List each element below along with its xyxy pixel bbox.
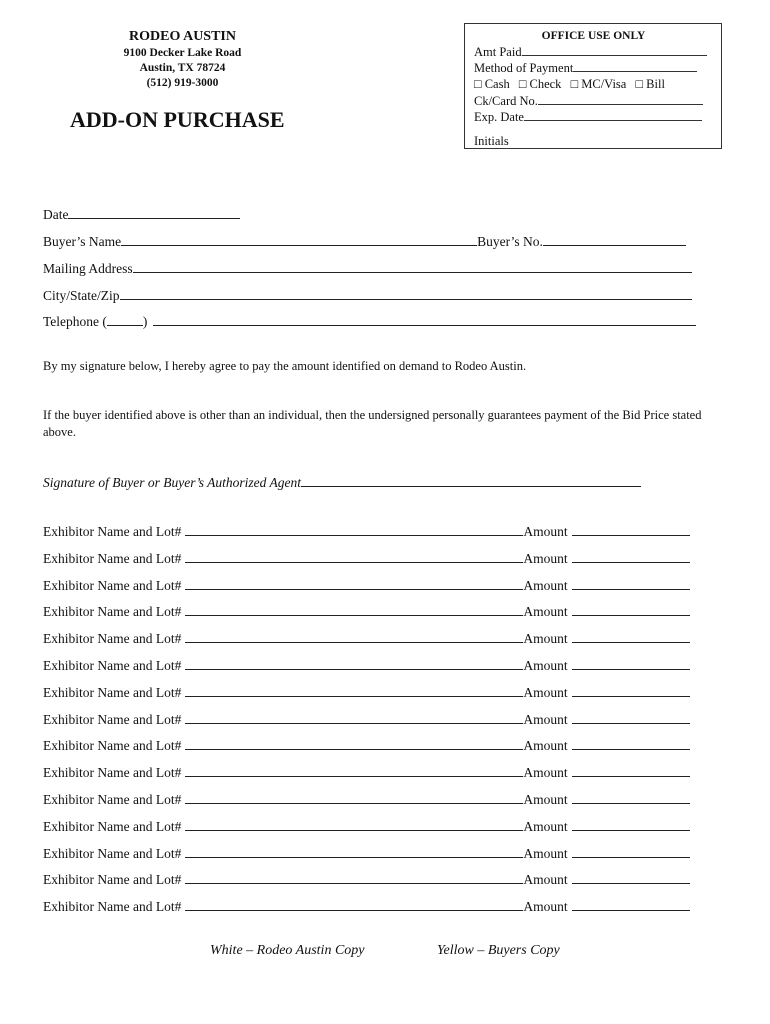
- exhibitor-row: [43, 603, 690, 630]
- exhibitor-label: Exhibitor Name and Lot#: [43, 872, 182, 888]
- payment-option-label: Bill: [646, 77, 665, 92]
- exhibitor-name-lot-field[interactable]: [185, 764, 523, 777]
- checkbox-icon: □: [518, 77, 527, 92]
- amount-field[interactable]: [572, 630, 690, 643]
- city-state-zip-label: City/State/Zip: [43, 288, 120, 303]
- exhibitor-row: [43, 711, 690, 738]
- amount-field[interactable]: [572, 764, 690, 777]
- exhibitor-name-lot-field[interactable]: [185, 871, 523, 884]
- amount-label: Amount: [523, 631, 568, 647]
- exhibitor-row: [43, 898, 690, 925]
- amount-field[interactable]: [572, 791, 690, 804]
- office-use-box: [464, 23, 722, 149]
- mailing-address-field[interactable]: [133, 260, 692, 273]
- agreement-text: By my signature below, I hereby agree to pay the amount identified on demand to Rodeo Austin.: [43, 359, 527, 373]
- payment-options-row: [474, 76, 713, 92]
- amount-field[interactable]: [572, 737, 690, 750]
- amount-field[interactable]: [572, 603, 690, 616]
- yellow-copy-note: Yellow – Buyers Copy: [437, 943, 560, 958]
- guarantee-text: If the buyer identified above is other than an individual, then the undersigned personally guarantees payment of the Bid Price stated above.: [43, 408, 702, 439]
- amount-label: Amount: [523, 818, 568, 834]
- exhibitor-name-lot-field[interactable]: [185, 603, 523, 616]
- payment-option-label: Cash: [484, 77, 510, 92]
- organization-header: [80, 28, 285, 91]
- amount-label: Amount: [523, 657, 568, 673]
- exhibitor-row: [43, 791, 690, 818]
- exhibitor-row: [43, 657, 690, 684]
- card-number-label: Ck/Card No.: [474, 93, 538, 108]
- mailing-address-label: Mailing Address: [43, 261, 133, 276]
- amount-label: Amount: [523, 577, 568, 593]
- amount-field[interactable]: [572, 684, 690, 697]
- exhibitor-label: Exhibitor Name and Lot#: [43, 657, 182, 673]
- telephone-area-code-field[interactable]: [107, 313, 143, 326]
- amount-label: Amount: [523, 791, 568, 807]
- exhibitor-row: [43, 845, 690, 872]
- exhibitor-name-lot-field[interactable]: [185, 737, 523, 750]
- exhibitor-label: Exhibitor Name and Lot#: [43, 631, 182, 647]
- exhibitor-name-lot-field[interactable]: [185, 818, 523, 831]
- amt-paid-label: Amt Paid: [474, 45, 522, 59]
- buyer-name-label: Buyer’s Name: [43, 234, 122, 249]
- amount-label: Amount: [523, 604, 568, 620]
- exhibitor-row: [43, 818, 690, 845]
- signature-row: [43, 474, 641, 492]
- method-of-payment-label: Method of Payment: [474, 61, 574, 76]
- exp-date-row: [474, 109, 713, 125]
- exhibitor-row: [43, 550, 690, 577]
- exhibitor-row: [43, 630, 690, 657]
- amount-label: Amount: [523, 550, 568, 566]
- exhibitor-label: Exhibitor Name and Lot#: [43, 577, 182, 593]
- amount-label: Amount: [523, 872, 568, 888]
- checkbox-icon: □: [570, 77, 579, 92]
- form-title: ADD-ON PURCHASE: [70, 107, 285, 132]
- exp-date-field[interactable]: [524, 109, 702, 121]
- exhibitor-label: Exhibitor Name and Lot#: [43, 524, 182, 539]
- exhibitor-row: [43, 764, 690, 791]
- city-state-zip-field[interactable]: [120, 287, 692, 300]
- organization-name: RODEO AUSTIN: [129, 29, 236, 44]
- telephone-paren-close: ): [142, 314, 148, 329]
- buyer-number-label: Buyer’s No.: [477, 234, 543, 249]
- amount-field[interactable]: [572, 818, 690, 831]
- exhibitor-row: [43, 684, 690, 711]
- buyer-name-row: [43, 233, 686, 251]
- exhibitor-label: Exhibitor Name and Lot#: [43, 818, 182, 834]
- amount-field[interactable]: [572, 523, 690, 536]
- date-label: Date: [43, 207, 69, 222]
- payment-option-label: MC/Visa: [581, 77, 627, 92]
- amount-label: Amount: [523, 845, 568, 861]
- amount-field[interactable]: [572, 898, 690, 911]
- exhibitor-name-lot-field[interactable]: [185, 577, 523, 590]
- exhibitor-label: Exhibitor Name and Lot#: [43, 845, 182, 861]
- method-of-payment-row: [474, 60, 713, 76]
- amount-field[interactable]: [572, 871, 690, 884]
- payment-option-bill[interactable]: [635, 77, 664, 91]
- amount-field[interactable]: [572, 657, 690, 670]
- amount-field[interactable]: [572, 550, 690, 563]
- amt-paid-row: [474, 44, 713, 60]
- exp-date-label: Exp. Date: [474, 109, 524, 124]
- card-number-row: [474, 93, 713, 109]
- organization-address-city: Austin, TX 78724: [139, 62, 226, 74]
- city-state-zip-row: [43, 287, 692, 305]
- checkbox-icon: □: [635, 77, 644, 92]
- payment-option-check[interactable]: [519, 77, 562, 91]
- signature-label: Signature of Buyer or Buyer’s Authorized Agent: [43, 475, 301, 490]
- amount-label: Amount: [523, 899, 568, 915]
- payment-option-label: Check: [529, 77, 562, 92]
- exhibitor-name-lot-field[interactable]: [185, 711, 523, 724]
- amount-label: Amount: [523, 738, 568, 754]
- amount-field[interactable]: [572, 845, 690, 858]
- exhibitor-list: [43, 523, 690, 925]
- white-copy-note: White – Rodeo Austin Copy: [210, 943, 365, 958]
- payment-option-cash[interactable]: [474, 77, 510, 91]
- exhibitor-label: Exhibitor Name and Lot#: [43, 899, 182, 915]
- date-row: [43, 206, 240, 224]
- exhibitor-name-lot-field[interactable]: [185, 791, 523, 804]
- date-field[interactable]: [68, 206, 240, 219]
- mailing-address-row: [43, 260, 692, 278]
- initials-row: [474, 133, 713, 149]
- amount-label: Amount: [523, 524, 568, 539]
- exhibitor-name-lot-field[interactable]: [185, 898, 523, 911]
- buyer-name-field[interactable]: [121, 233, 477, 246]
- exhibitor-row: [43, 577, 690, 604]
- initials-label: Initials: [474, 134, 509, 149]
- exhibitor-name-lot-field[interactable]: [185, 523, 523, 536]
- telephone-label: Telephone (: [43, 314, 107, 329]
- exhibitor-label: Exhibitor Name and Lot#: [43, 550, 182, 566]
- exhibitor-label: Exhibitor Name and Lot#: [43, 684, 182, 700]
- exhibitor-label: Exhibitor Name and Lot#: [43, 711, 182, 727]
- signature-field[interactable]: [301, 474, 641, 487]
- amt-paid-field[interactable]: [522, 44, 707, 56]
- exhibitor-name-lot-field[interactable]: [185, 550, 523, 563]
- amount-field[interactable]: [572, 577, 690, 590]
- organization-phone: (512) 919-3000: [146, 77, 219, 89]
- exhibitor-row: [43, 871, 690, 898]
- exhibitor-label: Exhibitor Name and Lot#: [43, 791, 182, 807]
- exhibitor-row: [43, 737, 690, 764]
- exhibitor-label: Exhibitor Name and Lot#: [43, 604, 182, 620]
- exhibitor-name-lot-field[interactable]: [185, 684, 523, 697]
- method-of-payment-field[interactable]: [573, 60, 697, 72]
- office-use-title: OFFICE USE ONLY: [541, 30, 646, 42]
- buyer-number-field[interactable]: [543, 233, 686, 246]
- amount-field[interactable]: [572, 711, 690, 724]
- amount-label: Amount: [523, 711, 568, 727]
- exhibitor-name-lot-field[interactable]: [185, 657, 523, 670]
- exhibitor-name-lot-field[interactable]: [185, 845, 523, 858]
- amount-label: Amount: [523, 684, 568, 700]
- exhibitor-name-lot-field[interactable]: [185, 630, 523, 643]
- telephone-number-field[interactable]: [153, 313, 696, 326]
- card-number-field[interactable]: [538, 93, 703, 105]
- telephone-row: [43, 313, 696, 331]
- exhibitor-label: Exhibitor Name and Lot#: [43, 738, 182, 754]
- payment-option-mc-visa[interactable]: [571, 77, 627, 91]
- checkbox-icon: □: [474, 77, 482, 92]
- exhibitor-label: Exhibitor Name and Lot#: [43, 765, 182, 781]
- organization-address-street: 9100 Decker Lake Road: [123, 47, 242, 59]
- exhibitor-row: [43, 523, 690, 550]
- amount-label: Amount: [523, 765, 568, 781]
